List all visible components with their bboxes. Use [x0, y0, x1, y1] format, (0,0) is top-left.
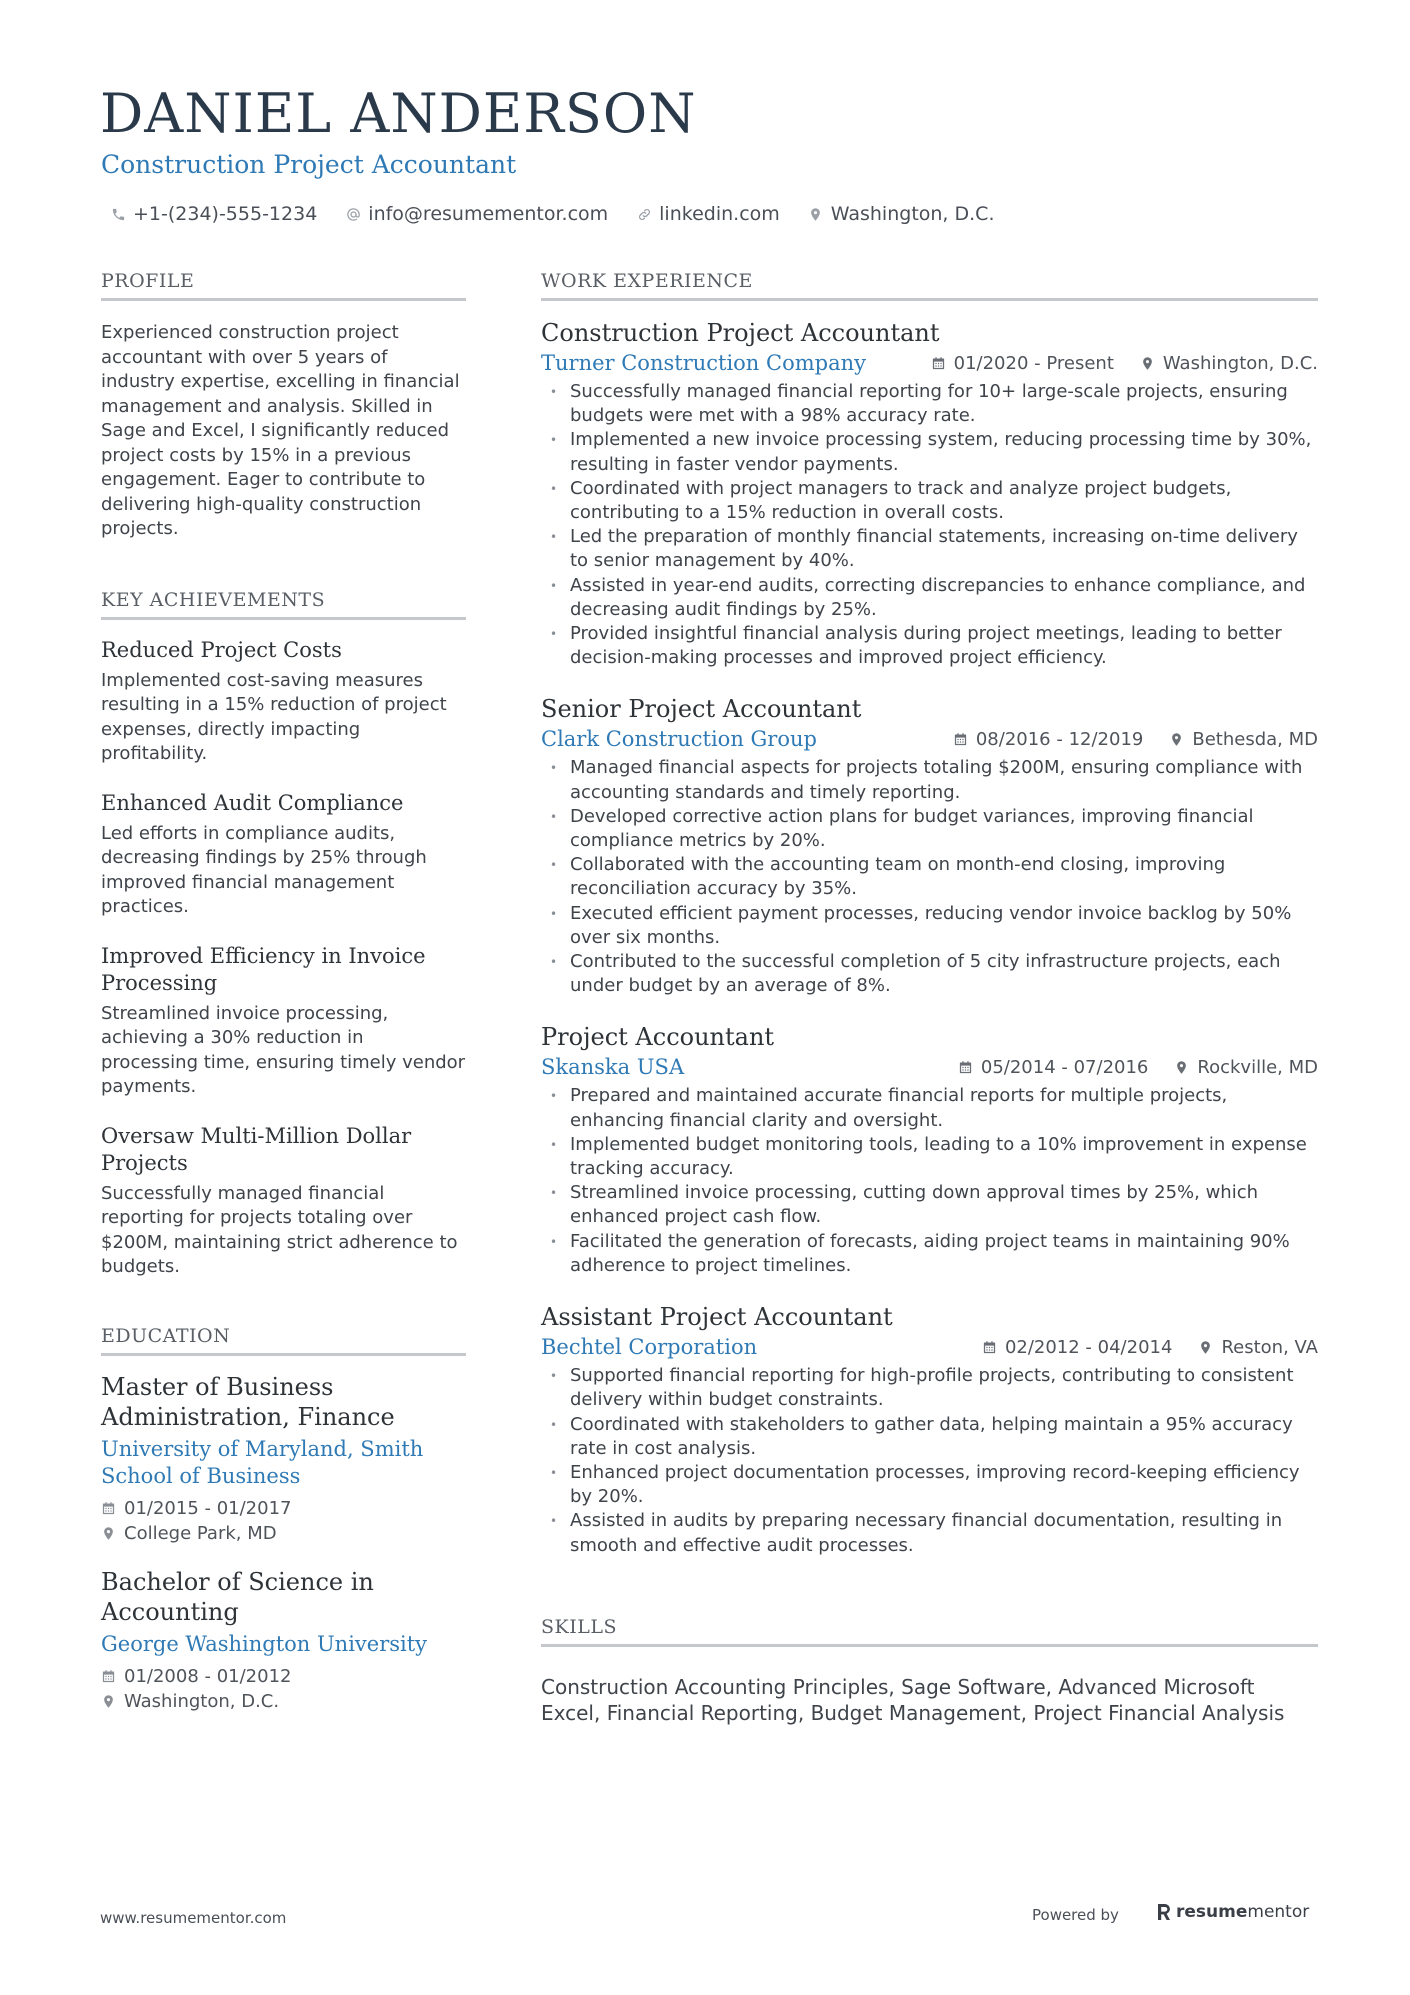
job-bullets — [541, 1364, 1318, 1558]
job-bullet: • Enhanced project documentation processes, improving record-keeping efficiency by 20%. — [541, 1461, 1318, 1509]
achievement-text: Implemented cost-saving measures resulting in a 15% reduction of project expenses, directly impacting profitability. — [101, 669, 447, 764]
calendar-icon — [953, 732, 968, 747]
achievement-title: Enhanced Audit Compliance — [101, 790, 404, 815]
job-bullet: • Coordinated with stakeholders to gather data, helping maintain a 95% accuracy rate in cost analysis. — [541, 1413, 1318, 1461]
job-bullets — [541, 1084, 1318, 1278]
job-dates — [931, 353, 1114, 374]
education-degree: Master of Business Administration, Finance — [101, 1372, 395, 1431]
job-bullet: • Successfully managed financial reporting for 10+ large-scale projects, ensuring budgets were met with a 98% accuracy rate. — [541, 380, 1318, 428]
education-dates-text: 01/2008 - 01/2012 — [124, 1665, 292, 1687]
calendar-icon — [958, 1060, 973, 1075]
job-bullet: • Developed corrective action plans for budget variances, improving financial compliance metrics by 20%. — [541, 805, 1318, 853]
brand-logo[interactable] — [1156, 1902, 1309, 1922]
job-bullet: • Streamlined invoice processing, cutting down approval times by 25%, which enhanced project cash flow. — [541, 1181, 1318, 1229]
job-title: Construction Project Accountant — [541, 319, 940, 347]
job-bullet: • Contributed to the successful completion of 5 city infrastructure projects, each under budget by an average of 8%. — [541, 950, 1318, 998]
job-dates — [958, 1057, 1149, 1078]
link-icon — [634, 204, 654, 224]
education-degree: Bachelor of Science in Accounting — [101, 1567, 374, 1626]
brand-name-light: mentor — [1247, 1902, 1310, 1922]
job-bullet: • Provided insightful financial analysis during project meetings, leading to better decision-making processes and improved project efficiency. — [541, 622, 1318, 670]
job-bullet: • Coordinated with project managers to track and analyze project budgets, contributing to a 15% reduction in overall costs. — [541, 477, 1318, 525]
contact-email[interactable] — [343, 203, 608, 225]
job-company: Skanska USA — [541, 1055, 685, 1080]
education-dates — [101, 1664, 466, 1689]
footer-url[interactable]: www.resumementor.com — [100, 1909, 287, 1927]
contact-location-text: Washington, D.C. — [830, 203, 995, 225]
job-entry — [541, 694, 1318, 998]
job-dates-text: 05/2014 - 07/2016 — [980, 1056, 1149, 1078]
education-dates-text: 01/2015 - 01/2017 — [124, 1497, 292, 1519]
at-sign-icon — [343, 204, 363, 224]
skills-heading: SKILLS — [541, 1616, 1318, 1647]
education-school: George Washington University — [101, 1631, 428, 1656]
left-column — [101, 270, 466, 1714]
job-meta-row — [541, 724, 1318, 754]
job-location-text: Washington, D.C. — [1162, 352, 1318, 374]
job-company: Bechtel Corporation — [541, 1335, 758, 1360]
job-bullet: • Executed efficient payment processes, reducing vendor invoice backlog by 50% over six months. — [541, 902, 1318, 950]
achievement-title: Reduced Project Costs — [101, 637, 342, 662]
experience-section — [541, 270, 1318, 1558]
calendar-icon — [101, 1501, 116, 1516]
job-bullet: • Prepared and maintained accurate financial reports for multiple projects, enhancing financial clarity and oversight. — [541, 1084, 1318, 1132]
map-pin-icon — [101, 1526, 116, 1541]
job-bullet: • Supported financial reporting for high-profile projects, contributing to consistent delivery within budget constraints. — [541, 1364, 1318, 1412]
experience-heading: WORK EXPERIENCE — [541, 270, 1318, 301]
job-dates-text: 02/2012 - 04/2014 — [1004, 1336, 1173, 1358]
job-location-text: Reston, VA — [1221, 1336, 1318, 1358]
education-section — [101, 1325, 466, 1714]
job-location-text: Rockville, MD — [1197, 1056, 1318, 1078]
job-entry — [541, 1022, 1318, 1278]
job-meta-row — [541, 1052, 1318, 1082]
job-dates-text: 08/2016 - 12/2019 — [975, 728, 1144, 750]
job-location — [1174, 1057, 1318, 1078]
job-title: Assistant Project Accountant — [541, 1303, 893, 1332]
education-item — [101, 1372, 466, 1546]
education-heading: EDUCATION — [101, 1325, 466, 1356]
powered-by-label: Powered by — [1032, 1906, 1119, 1924]
job-bullet: • Managed financial aspects for projects totaling $200M, ensuring compliance with accounting standards and timely reporting. — [541, 756, 1318, 804]
skills-text: Construction Accounting Principles, Sage Software, Advanced Microsoft Excel, Financial Reporting, Budget Management, Project Financial Analysis — [541, 1674, 1285, 1726]
achievement-title: Oversaw Multi-Million Dollar Projects — [101, 1123, 412, 1175]
achievement-item — [101, 1123, 466, 1280]
contact-linkedin-text: linkedin.com — [659, 203, 780, 225]
achievements-section — [101, 589, 466, 1280]
contact-phone[interactable] — [108, 203, 317, 225]
job-title: Senior Project Accountant — [541, 695, 862, 724]
job-bullet: • Led the preparation of monthly financial statements, increasing on-time delivery to senior management by 40%. — [541, 525, 1318, 573]
job-company: Turner Construction Company — [541, 351, 866, 375]
contact-linkedin[interactable] — [634, 203, 780, 225]
job-title: Project Accountant — [541, 1023, 775, 1052]
contact-email-text: info@resumementor.com — [368, 203, 609, 225]
job-bullets — [541, 380, 1318, 670]
job-bullet: • Assisted in audits by preparing necessary financial documentation, resulting in smooth and effective audit processes. — [541, 1509, 1318, 1557]
map-pin-icon — [1169, 732, 1184, 747]
contact-phone-text: +1-(234)-555-1234 — [133, 203, 318, 225]
phone-icon — [108, 204, 128, 224]
calendar-icon — [101, 1669, 116, 1684]
achievement-text: Streamlined invoice processing, achieving a 30% reduction in processing time, ensuring timely vendor payments. — [101, 1002, 466, 1097]
map-pin-icon — [806, 204, 826, 224]
job-location-text: Bethesda, MD — [1192, 728, 1318, 750]
achievements-heading: KEY ACHIEVEMENTS — [101, 589, 466, 620]
candidate-title: Construction Project Accountant — [101, 150, 517, 179]
education-item — [101, 1567, 466, 1714]
education-location-text: Washington, D.C. — [124, 1690, 280, 1712]
resumementor-logo-icon — [1156, 1902, 1172, 1922]
achievement-item — [101, 943, 466, 1100]
education-location-text: College Park, MD — [124, 1522, 277, 1544]
job-meta-row — [541, 1332, 1318, 1362]
achievement-item — [101, 637, 466, 767]
job-dates-text: 01/2020 - Present — [953, 352, 1114, 374]
profile-text: Experienced construction project accountant with over 5 years of industry expertise, excelling in financial management and analysis. Skilled in Sage and Excel, I significantly reduced project costs by 15% in a previous engagement. Eager to contribute to delivering high-quality construction projects. — [101, 322, 460, 539]
job-bullet: • Facilitated the generation of forecasts, aiding project teams in maintaining 90% adherence to project timelines. — [541, 1230, 1318, 1278]
map-pin-icon — [1198, 1340, 1213, 1355]
profile-heading: PROFILE — [101, 270, 466, 301]
education-dates — [101, 1496, 466, 1521]
map-pin-icon — [1174, 1060, 1189, 1075]
map-pin-icon — [1140, 356, 1155, 371]
achievement-title: Improved Efficiency in Invoice Processing — [101, 943, 426, 995]
job-company: Clark Construction Group — [541, 727, 817, 752]
job-entry — [541, 1302, 1318, 1558]
achievement-text: Successfully managed financial reporting for projects totaling over $200M, maintaining strict adherence to budgets. — [101, 1182, 458, 1277]
profile-section — [101, 270, 466, 542]
job-bullet: • Implemented budget monitoring tools, leading to a 10% improvement in expense tracking accuracy. — [541, 1133, 1318, 1181]
skills-section — [541, 1616, 1318, 1727]
job-entry — [541, 318, 1318, 670]
contact-location — [806, 203, 995, 225]
calendar-icon — [982, 1340, 997, 1355]
job-list — [541, 318, 1318, 1558]
job-bullet: • Implemented a new invoice processing system, reducing processing time by 30%, resulting in faster vendor payments. — [541, 428, 1318, 476]
right-column — [541, 270, 1318, 1727]
job-bullet: • Collaborated with the accounting team on month-end closing, improving reconciliation accuracy by 35%. — [541, 853, 1318, 901]
education-location — [101, 1521, 466, 1546]
job-location — [1140, 353, 1318, 374]
job-location — [1169, 729, 1318, 750]
job-meta-row — [541, 348, 1318, 378]
contact-bar — [108, 201, 1021, 227]
brand-name-bold: resume — [1176, 1902, 1248, 1922]
job-dates — [982, 1337, 1173, 1358]
map-pin-icon — [101, 1694, 116, 1709]
job-dates — [953, 729, 1144, 750]
calendar-icon — [931, 356, 946, 371]
achievement-text: Led efforts in compliance audits, decreasing findings by 25% through improved financial management practices. — [101, 822, 427, 917]
achievement-item — [101, 790, 466, 920]
job-bullet: • Assisted in year-end audits, correcting discrepancies to enhance compliance, and decreasing audit findings by 25%. — [541, 574, 1318, 622]
job-bullets — [541, 756, 1318, 998]
education-school: University of Maryland, Smith School of Business — [101, 1436, 424, 1488]
education-location — [101, 1689, 466, 1714]
candidate-name: DANIEL ANDERSON — [100, 82, 697, 145]
job-location — [1198, 1337, 1318, 1358]
